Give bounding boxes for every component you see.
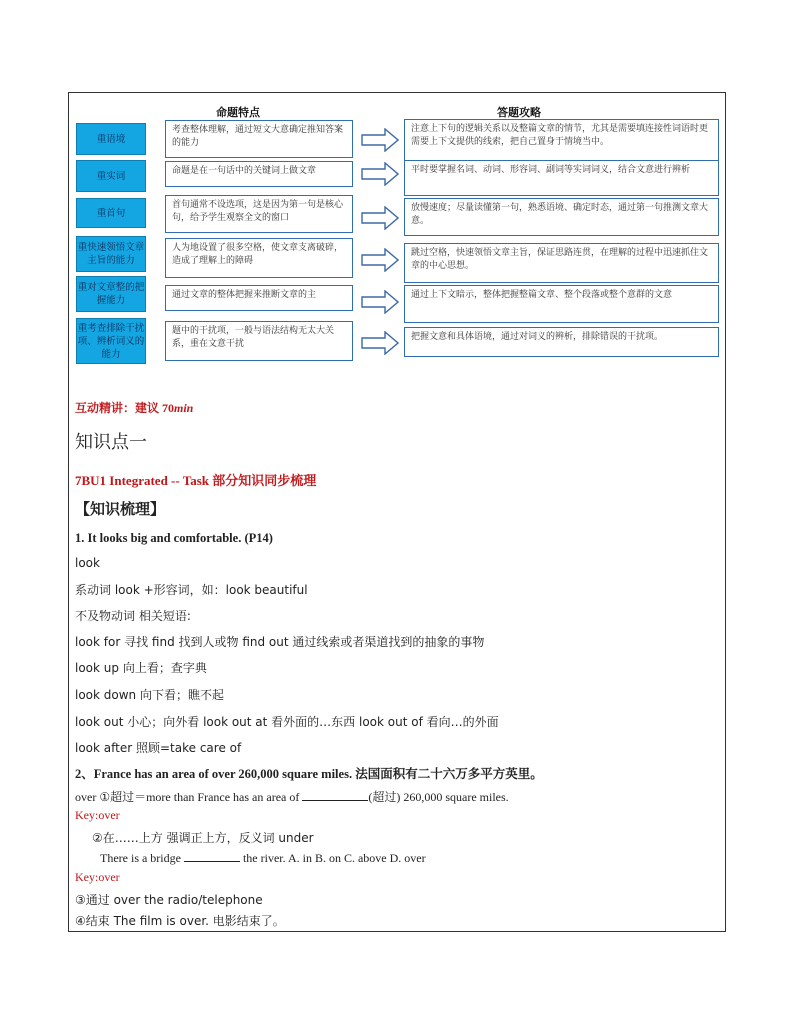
phrase-look-after: look after 照顾=take care of (75, 741, 242, 755)
arrow-icon (361, 128, 399, 152)
key-1: Key:over (75, 808, 120, 822)
arrow-icon (361, 290, 399, 314)
arrow-icon (361, 206, 399, 230)
arrow-icon (361, 248, 399, 272)
interactive-label: 互动精讲：建议 70min (75, 401, 194, 415)
knowledge-heading: 【知识梳理】 (75, 500, 166, 518)
features-header: 命题特点 (216, 106, 260, 119)
answer-blank (302, 789, 368, 801)
strategy-box: 把握文意和具体语境，通过对词义的辨析，排除错误的干扰项。 (404, 327, 719, 357)
unit-heading: 7BU1 Integrated -- Task 部分知识同步梳理 (75, 473, 317, 488)
strategy-box: 跳过空格，快速领悟文章主旨，保证思路连贯，在理解的过程中迅速抓住文章的中心思想。 (404, 243, 719, 283)
point-1-title: 1. It looks big and comfortable. (P14) (75, 531, 273, 545)
category-label: 重快速领悟文章主旨的能力 (76, 236, 146, 272)
feature-box: 通过文章的整体把握来推断文章的主 (165, 285, 353, 311)
over-meaning-1: over ①超过＝more than France has an area of (超过) 260,000 square miles. (75, 790, 509, 804)
feature-box: 命题是在一句话中的关键词上做文章 (165, 161, 353, 187)
phrase-look-out: look out 小心；向外看 look out at 看外面的…东西 look out of 看向…的外面 (75, 715, 499, 729)
strategies-header: 答题攻略 (497, 106, 541, 119)
answer-blank (184, 850, 240, 862)
arrow-icon (361, 331, 399, 355)
phrase-look-down: look down 向下看；瞧不起 (75, 688, 224, 702)
feature-box: 人为地设置了很多空格，使文章支离破碎，造成了理解上的障碍 (165, 238, 353, 278)
practice-question: There is a bridge the river. A. in B. on C. above D. over (100, 851, 426, 865)
category-label: 重首句 (76, 198, 146, 228)
phrase-look-for: look for 寻找 find 找到人或物 find out 通过线索或者渠道找到的抽象的事物 (75, 635, 485, 649)
category-label: 重对文章整的把握能力 (76, 276, 146, 312)
intransitive-note: 不及物动词 相关短语: (75, 609, 191, 623)
over-meaning-4: ④结束 The film is over. 电影结束了。 (75, 914, 285, 928)
strategy-box: 通过上下文暗示，整体把握整篇文章、整个段落或整个意群的文意 (404, 285, 719, 323)
category-label: 重语境 (76, 123, 146, 155)
linking-verb-note: 系动词 look +形容词，如：look beautiful (75, 583, 308, 597)
feature-box: 考查整体理解，通过短文大意确定推知答案的能力 (165, 120, 353, 158)
feature-box: 题中的干扰项，一般与语法结构无太大关系，重在文意干扰 (165, 321, 353, 361)
point-2-title: 2、France has an area of over 260,000 square miles. 法国面积有二十六万多平方英里。 (75, 767, 543, 781)
category-label: 重考查排除干扰项、辨析词义的能力 (76, 318, 146, 364)
strategy-box: 放慢速度；尽量读懂第一句，熟悉语境、确定时态，通过第一句推测文章大意。 (404, 198, 719, 236)
over-meaning-2: ②在……上方 强调正上方，反义词 under (92, 831, 314, 845)
feature-box: 首句通常不设选项，这是因为第一句是核心句，给予学生观察全文的窗口 (165, 195, 353, 233)
strategy-box: 平时要掌握名词、动词、形容词、副词等实词词义，结合文意进行辨析 (404, 160, 719, 196)
arrow-icon (361, 162, 399, 186)
strategy-box: 注意上下句的逻辑关系以及整篇文章的情节，尤其是需要填连接性词语时更需要上下文提供的线索，把自己置身于情境当中。 (404, 119, 719, 161)
section-title: 知识点一 (75, 432, 147, 453)
key-2: Key:over (75, 870, 120, 884)
phrase-look-up: look up 向上看；查字典 (75, 661, 207, 675)
look-word: look (75, 556, 100, 570)
category-label: 重实词 (76, 160, 146, 192)
over-meaning-3: ③通过 over the radio/telephone (75, 893, 263, 907)
